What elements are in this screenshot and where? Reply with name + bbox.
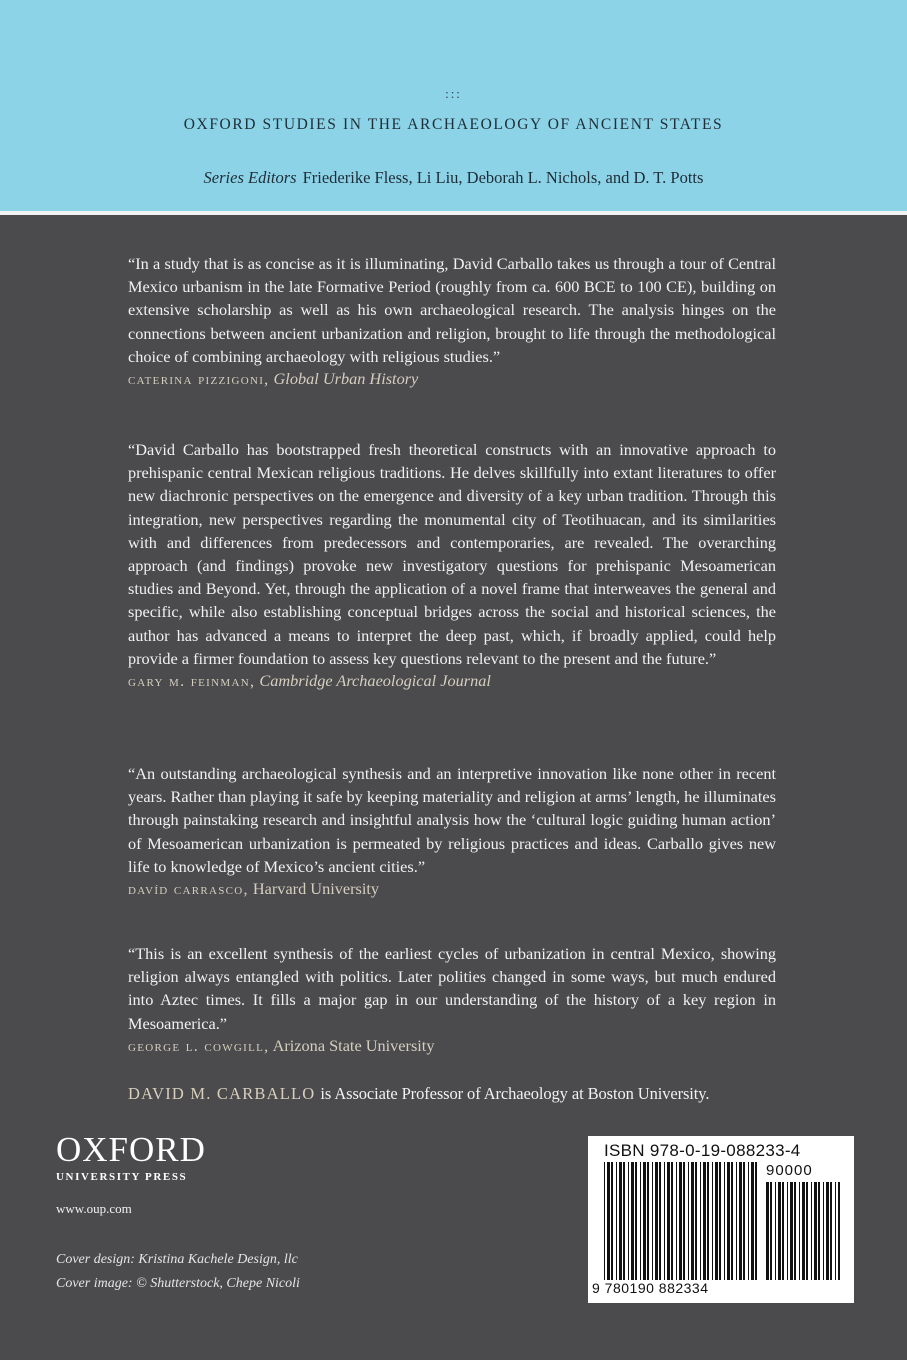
quote-line: history of a key region in Mesoamerica.” <box>128 990 776 1033</box>
barcode-bar <box>823 1182 824 1280</box>
series-editors-label: Series Editors <box>203 168 297 187</box>
barcode-bar <box>691 1162 694 1280</box>
barcode-bar <box>835 1182 836 1280</box>
barcode-bar <box>770 1182 772 1280</box>
barcode-bar <box>647 1162 649 1280</box>
quote-line: tour of Central Mexico urbanism in the late Formative Period (roughly from ca. 600 <box>128 254 776 297</box>
quote-line: extant literatures to offer new diachronic perspectives on the emergence and diversity <box>128 463 777 506</box>
quote-line: research. The analysis hinges on the connections between ancient urbanization and <box>128 300 776 343</box>
endorser-source: Global Urban History <box>273 369 419 389</box>
endorsement-attribution <box>128 1035 776 1058</box>
barcode-bar <box>782 1182 784 1280</box>
endorsement <box>128 762 776 901</box>
barcode-bar <box>755 1162 757 1280</box>
quote-line: present and the future.” <box>563 648 717 668</box>
cover-design-credit: Cover design: Kristina Kachele Design, llc <box>56 1252 298 1267</box>
barcode-bar <box>751 1162 754 1280</box>
endorser-name: caterina pizzigoni, <box>128 371 270 389</box>
endorsement-quote <box>128 762 776 878</box>
quote-line: and specific, while also establishing conceptual bridges across the social and historical <box>128 579 776 622</box>
barcode-bar <box>703 1162 706 1280</box>
author-bio <box>128 1084 778 1104</box>
series-editors-names: Friederike Fless, Li Liu, Deborah L. Nichols, and D. T. Potts <box>302 168 704 187</box>
barcode-bar <box>700 1162 701 1280</box>
barcode-bar <box>611 1162 613 1280</box>
barcode-bar <box>811 1182 812 1280</box>
barcode-bar <box>695 1162 697 1280</box>
series-title: OXFORD STUDIES IN THE ARCHAEOLOGY OF ANCIENT STATES <box>183 116 724 133</box>
barcode-bar <box>664 1162 665 1280</box>
barcode-bar <box>688 1162 689 1280</box>
barcode-bar <box>802 1182 805 1280</box>
barcode-bar <box>748 1162 749 1280</box>
barcode-digits: 9 780190 882334 <box>592 1280 709 1296</box>
barcode-bar <box>640 1162 641 1280</box>
endorser-name: george l. cowgill, <box>128 1037 270 1055</box>
barcode-bar <box>731 1162 733 1280</box>
barcode-bar <box>743 1162 745 1280</box>
quote-line: by religious practices and ideas. Carballo gives new life to knowledge of Mexico’s <box>128 833 777 876</box>
barcode-bar <box>623 1162 625 1280</box>
endorsement <box>128 438 776 693</box>
quote-line: “David Carballo has bootstrapped fresh theoretical constructs with an innovative <box>128 440 688 459</box>
endorsement-attribution <box>128 368 776 391</box>
barcode-bar <box>794 1182 796 1280</box>
quote-line: applied, could help provide a firmer foundation to assess key questions relevant to the <box>128 625 776 668</box>
quote-line: and Beyond. Yet, through the application of a novel frame that interweaves the general <box>177 579 748 599</box>
quote-line: sciences, the author has advanced a means to interpret the deep past, which, if broadly <box>128 602 776 645</box>
barcode-bar <box>659 1162 661 1280</box>
endorser-source: Harvard University <box>252 879 380 899</box>
barcode-bar <box>766 1182 769 1280</box>
barcode-bar <box>830 1182 832 1280</box>
quote-line: the monumental city of Teotihuacan, and its similarities with and differences from <box>128 509 777 552</box>
quote-line: “This is an excellent synthesis of the earliest cycles of urbanization in central Mexico, <box>128 944 715 963</box>
ornament-glyph: ::: <box>445 86 462 101</box>
quote-line: “An outstanding archaeological synthesis and an interpretive innovation like none <box>128 764 674 783</box>
quote-line: the ‘cultural logic guiding human action’ of Mesoamerican urbanization is permeated <box>128 810 776 853</box>
quote-line: of a key urban tradition. Through this integration, new perspectives regarding <box>128 486 776 529</box>
endorser-name: davíd carrasco, <box>128 881 249 899</box>
quote-line: showing religion always entangled with politics. Later polities changed in some ways, <box>128 944 777 987</box>
barcode-bar <box>719 1162 721 1280</box>
endorsement-quote <box>128 252 776 368</box>
quote-line: ancient cities.” <box>328 856 426 876</box>
endorser-source: Cambridge Archaeological Journal <box>259 671 491 691</box>
barcode-bar <box>683 1162 685 1280</box>
barcode-bar <box>607 1162 610 1280</box>
series-editors <box>0 168 907 188</box>
quote-line: with religious studies.” <box>349 346 501 366</box>
endorsement-attribution <box>128 878 776 901</box>
barcode-bar <box>739 1162 742 1280</box>
endorsement-attribution <box>128 670 776 693</box>
oxford-logo-subtitle: UNIVERSITY PRESS <box>56 1171 188 1183</box>
barcode-bar <box>814 1182 817 1280</box>
barcode-bar <box>715 1162 718 1280</box>
isbn-number: ISBN 978-0-19-088233-4 <box>604 1141 801 1160</box>
quote-line: but much endured into Aztec times. It fills a major gap in our understanding of the <box>128 967 776 1010</box>
quote-line: other in recent years. Rather than playing it safe by keeping materiality and religion at <box>128 764 777 807</box>
barcode-bar <box>826 1182 829 1280</box>
quote-line: religion, brought to life through the methodological choice of combining archaeology <box>128 323 776 366</box>
barcode-bar <box>667 1162 670 1280</box>
barcode-bar <box>799 1182 800 1280</box>
endorsement <box>128 942 776 1058</box>
quote-line: predecessors and contemporaries, are revealed. The overarching approach (and <box>128 532 776 576</box>
oxford-logo: OXFORD <box>56 1130 206 1169</box>
barcode-bar <box>635 1162 637 1280</box>
barcode-bar <box>628 1162 629 1280</box>
quote-line: approach to prehispanic central Mexican religious traditions. He delves skillfully into <box>128 440 777 483</box>
barcode-bar <box>631 1162 634 1280</box>
isbn-barcode <box>588 1136 854 1303</box>
endorsement-quote <box>128 438 776 670</box>
barcode-bar <box>736 1162 737 1280</box>
endorser-source: Arizona State University <box>272 1035 435 1055</box>
endorsement-quote <box>128 942 776 1035</box>
barcode-bar <box>652 1162 653 1280</box>
barcode-bar <box>787 1182 788 1280</box>
barcode-bar <box>604 1162 605 1280</box>
barcode-bar <box>676 1162 677 1280</box>
cover-image-credit: Cover image: © Shutterstock, Chepe Nicoli <box>56 1276 300 1291</box>
barcode-bar <box>643 1162 646 1280</box>
barcode-bar <box>775 1182 776 1280</box>
barcode-bar <box>838 1182 840 1280</box>
barcode-bar <box>616 1162 617 1280</box>
endorser-name: gary m. feinman, <box>128 673 256 691</box>
barcode-bar <box>727 1162 730 1280</box>
barcode-bar <box>679 1162 682 1280</box>
barcode-bar <box>671 1162 673 1280</box>
barcode-bar <box>619 1162 622 1280</box>
barcode-bar <box>818 1182 820 1280</box>
barcode-bar <box>707 1162 709 1280</box>
quote-line: arms’ length, he illuminates through painstaking research and insightful analysis how <box>128 787 776 830</box>
barcode-bar <box>778 1182 781 1280</box>
quote-line: findings) provoke new investigatory questions for prehispanic Mesoamerican studies <box>128 556 776 599</box>
quote-line: BCE to 100 CE), building on extensive scholarship as well as his own archaeological <box>128 277 776 320</box>
publisher-url: www.oup.com <box>56 1201 132 1216</box>
barcode-bar <box>806 1182 808 1280</box>
barcode-bars <box>588 1136 854 1303</box>
endorsement <box>128 252 776 391</box>
barcode-bar <box>712 1162 713 1280</box>
header-divider <box>0 211 907 215</box>
barcode-bar <box>655 1162 658 1280</box>
barcode-bar <box>724 1162 725 1280</box>
author-name: DAVID M. CARBALLO <box>128 1084 316 1103</box>
barcode-bar <box>790 1182 793 1280</box>
quote-line: “In a study that is as concise as it is illuminating, David Carballo takes us through a <box>128 254 676 273</box>
barcode-price-code: 90000 <box>766 1162 813 1179</box>
author-bio-text: is Associate Professor of Archaeology at Boston University. <box>320 1084 710 1103</box>
